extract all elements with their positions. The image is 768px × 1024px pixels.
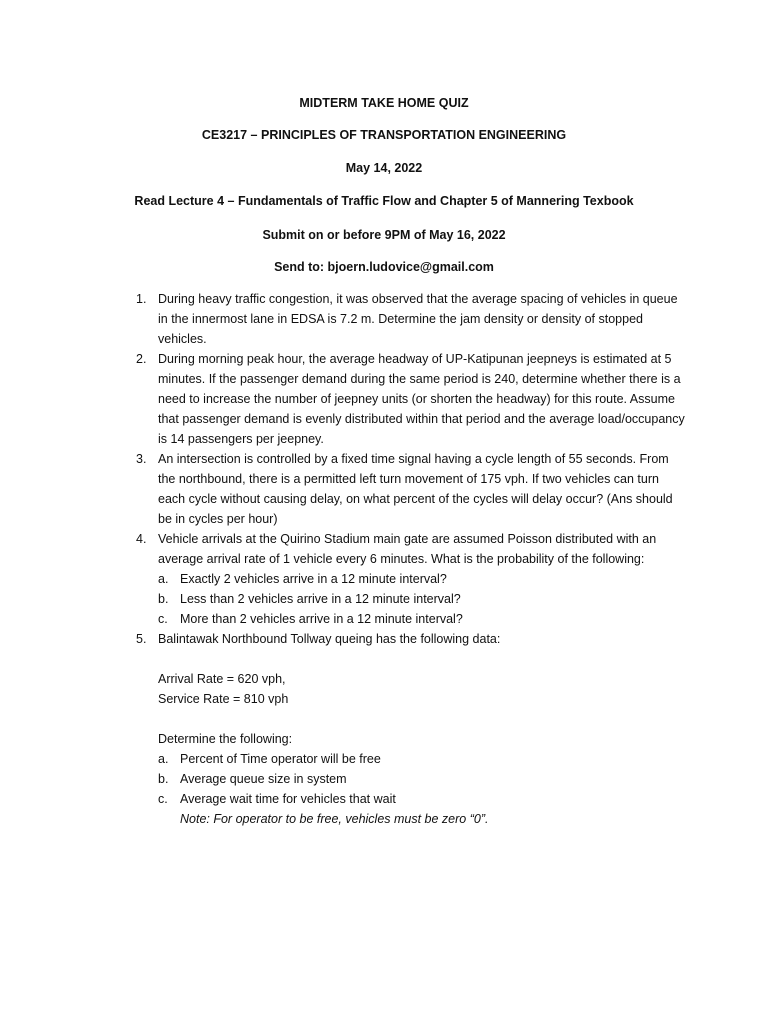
sub-item-letter: b. [158, 592, 169, 606]
arrival-rate: Arrival Rate = 620 vph, [158, 672, 286, 686]
question-number: 2. [136, 352, 147, 366]
sub-item-c [158, 789, 688, 809]
question-text: During heavy traffic congestion, it was observed that the average spacing of vehicles in queue in the innermost lane in EDSA is 7.2 m. Determine the jam density or density of stopped vehicles. [158, 292, 678, 346]
question-list [136, 289, 688, 829]
sub-item-text: Average wait time for vehicles that wait [180, 792, 396, 806]
question-text: During morning peak hour, the average headway of UP-Katipunan jeepneys is estimated at 5 minutes. If the passenger demand during the same period is 240, determine whether there is a need to increase the number of jeepney units (or shorten the headway) for this route. Assume that passenger demand is evenly distributed within that period and the average load/occupancy is 14 passengers per jeepney. [158, 352, 685, 446]
question-text: Vehicle arrivals at the Quirino Stadium main gate are assumed Poisson distributed with an average arrival rate of 1 vehicle every 6 minutes. What is the probability of the following: [158, 532, 657, 566]
question-2 [136, 349, 688, 449]
sub-item-text: Average queue size in system [180, 772, 347, 786]
quiz-date: May 14, 2022 [345, 161, 423, 175]
sub-item-letter: a. [158, 752, 169, 766]
question-text: Balintawak Northbound Tollway queing has the following data: [158, 632, 501, 646]
question-number: 3. [136, 452, 147, 466]
quiz-title: MIDTERM TAKE HOME QUIZ [299, 96, 469, 110]
determine-label: Determine the following: [158, 732, 293, 746]
sub-item-text: Percent of Time operator will be free [180, 752, 381, 766]
sub-item-text: Less than 2 vehicles arrive in a 12 minute interval? [180, 592, 461, 606]
question-text: An intersection is controlled by a fixed time signal having a cycle length of 55 seconds. From the northbound, there is a permitted left turn movement of 175 vph. If two vehicles can turn each cycle without causing delay, on what percent of the cycles will delay occur? (Ans should be in cycles per hour) [158, 452, 673, 526]
question-1 [136, 289, 688, 349]
send-to-email: Send to: bjoern.ludovice@gmail.com [274, 260, 494, 274]
spacer [158, 649, 688, 669]
question-3 [136, 449, 688, 529]
question-4 [136, 529, 688, 629]
sub-item-a [158, 569, 688, 589]
question-number: 1. [136, 292, 147, 306]
sub-item-text: More than 2 vehicles arrive in a 12 minute interval? [180, 612, 463, 626]
question-5 [136, 629, 688, 829]
service-rate: Service Rate = 810 vph [158, 692, 289, 706]
sub-item-letter: c. [158, 792, 168, 806]
operator-note: Note: For operator to be free, vehicles must be zero “0”. [180, 812, 489, 826]
course-title: CE3217 – PRINCIPLES OF TRANSPORTATION ENGINEERING [201, 128, 567, 142]
sub-item-a [158, 749, 688, 769]
reading-instruction: Read Lecture 4 – Fundamentals of Traffic Flow and Chapter 5 of Mannering Texbook [134, 194, 634, 208]
sub-item-c [158, 609, 688, 629]
submission-deadline: Submit on or before 9PM of May 16, 2022 [262, 228, 506, 242]
sub-item-letter: c. [158, 612, 168, 626]
sub-item-text: Exactly 2 vehicles arrive in a 12 minute interval? [180, 572, 447, 586]
sub-item-b [158, 589, 688, 609]
question-number: 5. [136, 632, 147, 646]
spacer [158, 709, 688, 729]
sub-item-letter: b. [158, 772, 169, 786]
sub-item-letter: a. [158, 572, 169, 586]
sub-item-b [158, 769, 688, 789]
question-number: 4. [136, 532, 147, 546]
